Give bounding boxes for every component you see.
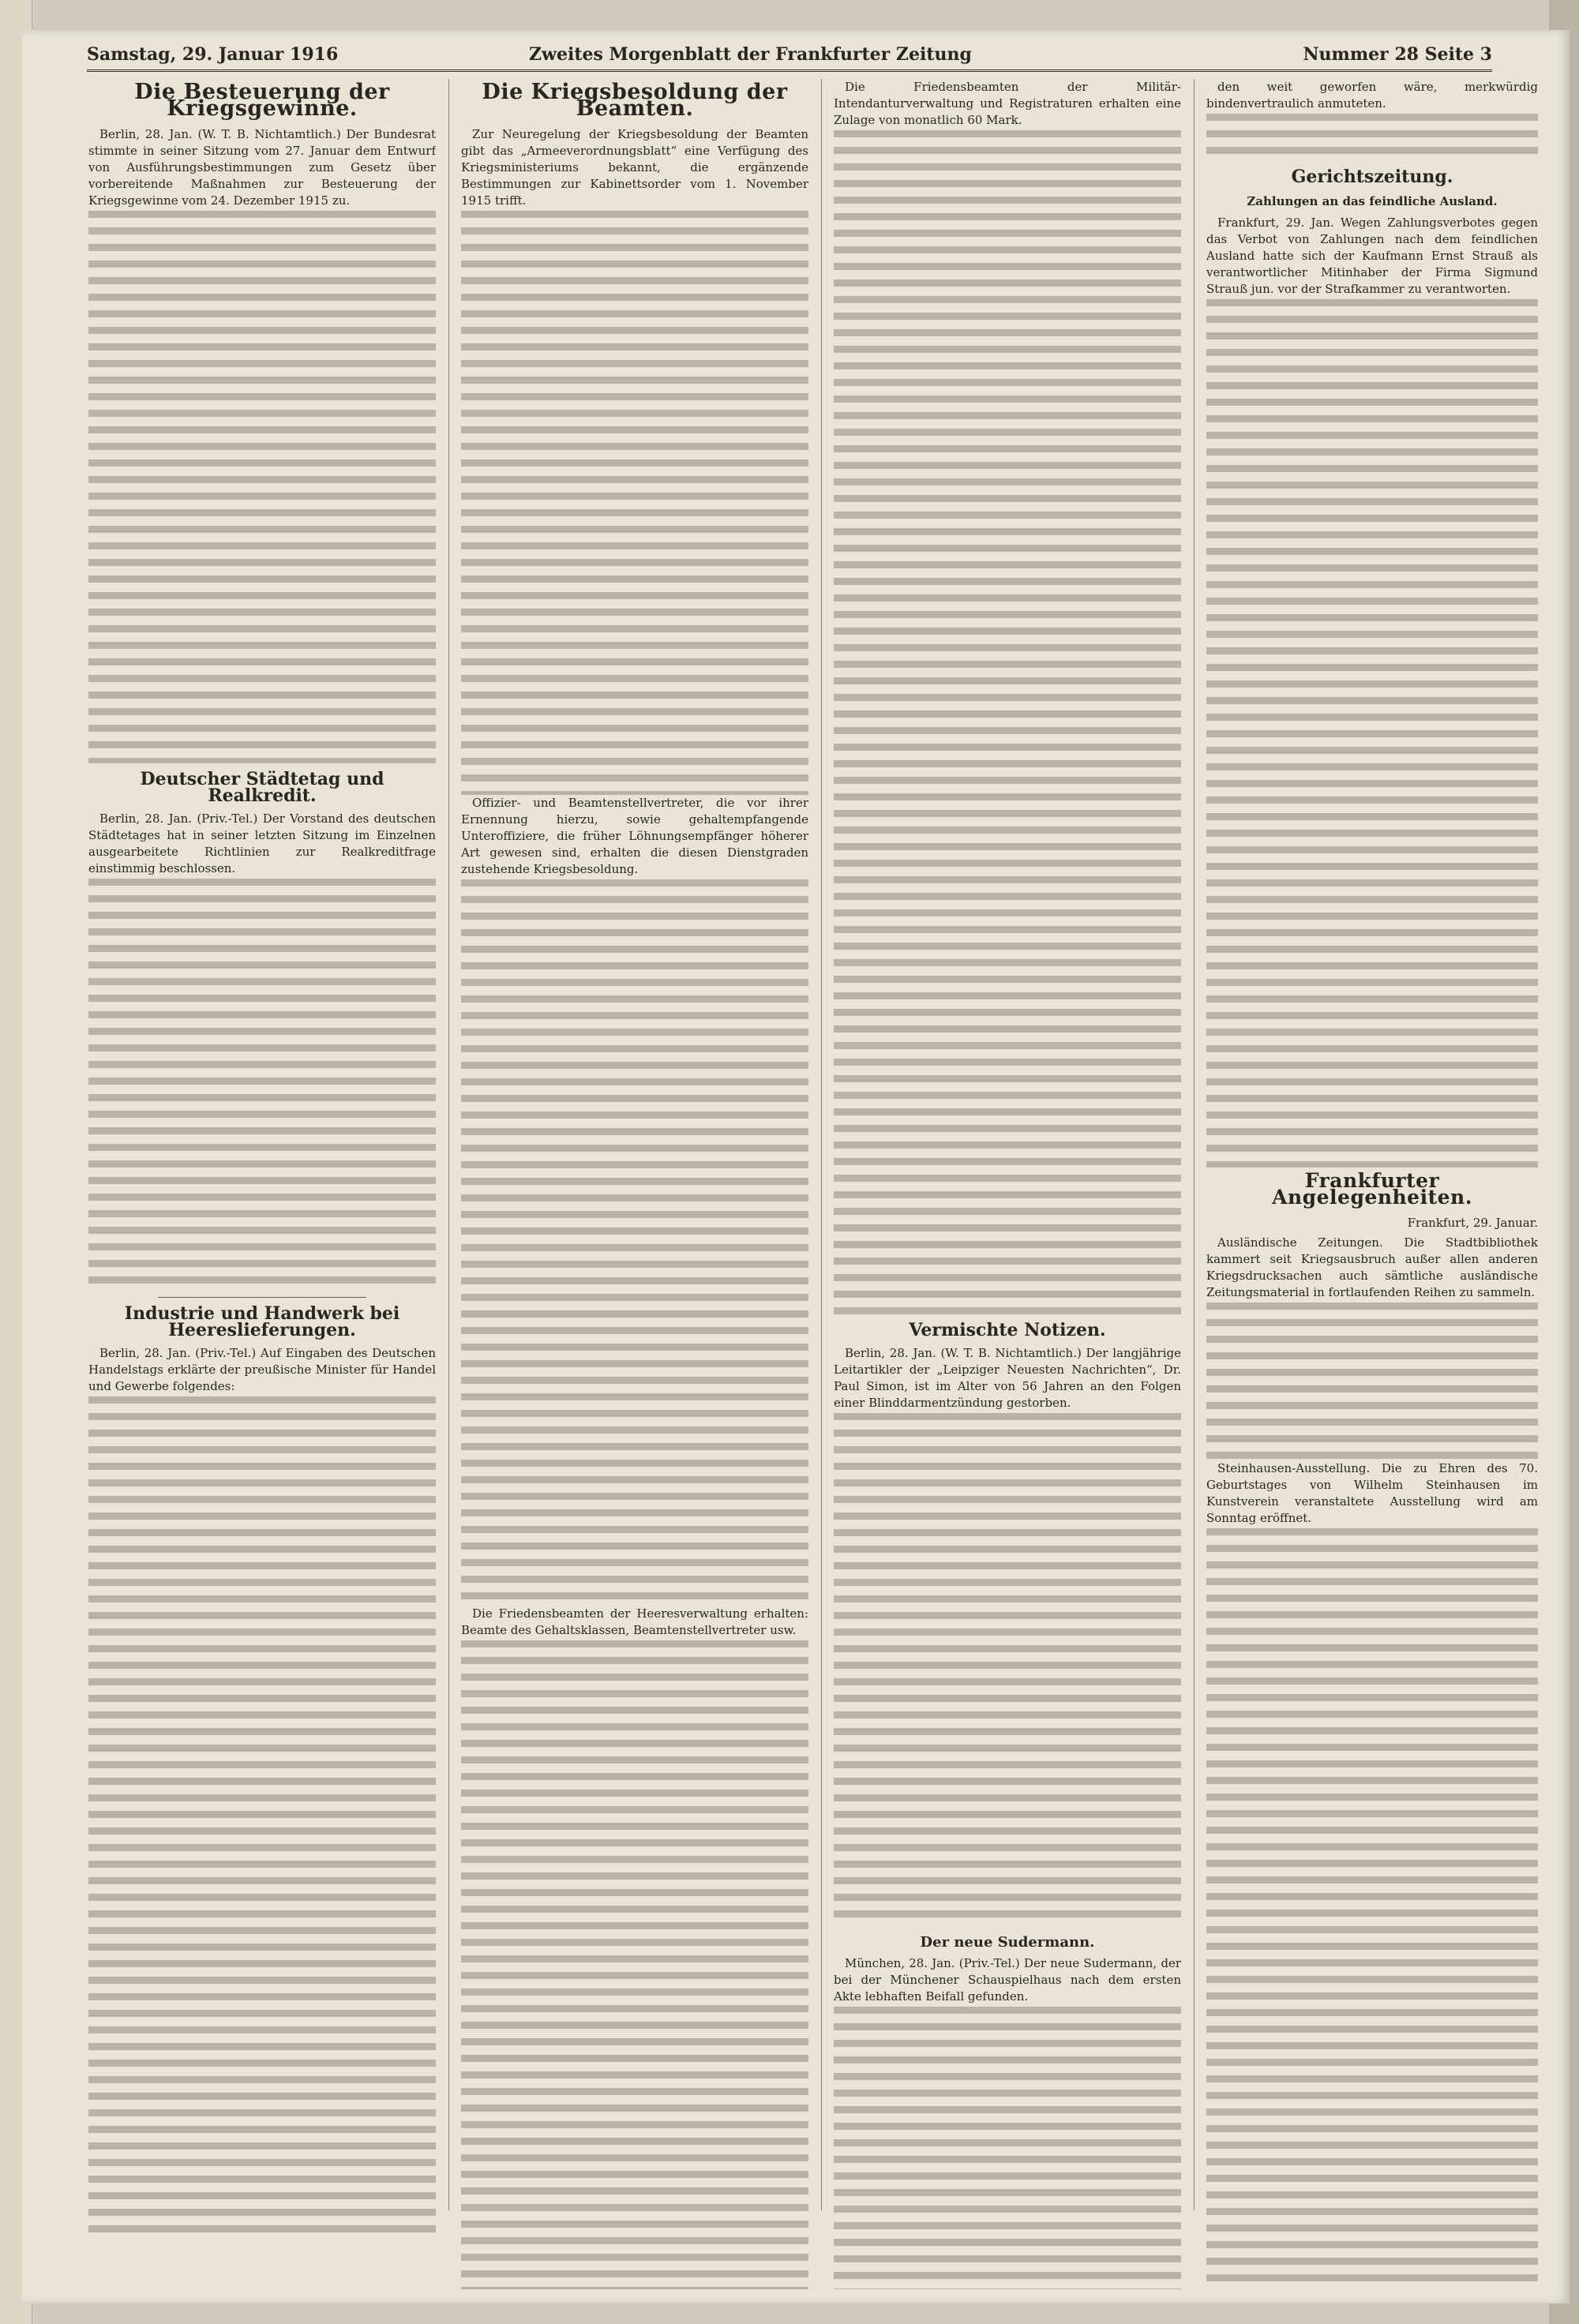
divider xyxy=(158,1297,366,1298)
body-text-lines xyxy=(1206,1528,1538,2289)
article-paragraph: Berlin, 28. Jan. (Priv.-Tel.) Auf Eingaben des Deutschen Handelstags erklärte der preußische Minister für Handel und Gewerbe folgendes: xyxy=(88,1346,436,1393)
body-text-lines xyxy=(1206,1303,1538,1460)
column-rule xyxy=(448,79,449,2210)
body-text-lines xyxy=(88,879,436,1289)
article-headline: Industrie und Handwerk bei Heereslieferungen. xyxy=(124,1303,400,1340)
column-2 xyxy=(461,79,808,2289)
article-paragraph: Offizier- und Beamtenstellvertreter, die vor ihrer Ernennung hierzu, sowie gehaltempfangende Unteroffiziere, die früher Löhnungsempfänger höherer Art gewesen sind, erhalten die diesen Dienstgraden zustehende Kriegsbesoldung. xyxy=(461,796,808,876)
article-paragraph: Berlin, 28. Jan. (W. T. B. Nichtamtlich.) Der langjährige Leitartikler der „Leipziger Neuesten Nachrichten“, Dr. Paul Simon, ist im Alter von 56 Jahren an den Folgen einer Blinddarmentzündung gestorben. xyxy=(834,1346,1181,1410)
article-headline: Der neue Sudermann. xyxy=(920,1934,1095,1951)
article-headline: Die Besteuerung der Kriegsgewinne. xyxy=(134,80,390,121)
body-text-lines xyxy=(461,211,808,795)
body-text-lines xyxy=(461,879,808,1606)
article-headline: Deutscher Städtetag und Realkredit. xyxy=(140,769,384,806)
article-paragraph: Berlin, 28. Jan. (Priv.-Tel.) Der Vorstand des deutschen Städtetages hat in seiner letzten Sitzung im Einzelnen ausgearbeitete Richtlinien zur Realkreditfrage einstimmig beschlossen. xyxy=(88,812,436,875)
article-paragraph: Die Friedensbeamten der Heeresverwaltung erhalten: Beamte des Gehaltsklassen, Beamtenstellvertreter usw. xyxy=(461,1606,808,1637)
column-rule xyxy=(821,79,822,2210)
masthead-date: Samstag, 29. Januar 1916 xyxy=(87,44,339,65)
article-paragraph: Die Friedensbeamten der Militär-Intendanturverwaltung und Registraturen erhalten eine Zulage von monatlich 60 Mark. xyxy=(834,80,1181,127)
article-subheadline: Zahlungen an das feindliche Ausland. xyxy=(1247,194,1498,208)
article-paragraph: den weit geworfen wäre, merkwürdig bindenvertraulich anmuteten. xyxy=(1206,80,1538,111)
article-headline: Vermischte Notizen. xyxy=(909,1320,1106,1340)
column-1 xyxy=(88,79,436,2289)
masthead xyxy=(87,41,1492,72)
body-text-lines xyxy=(88,1396,436,2233)
column-4 xyxy=(1206,79,1538,2289)
article-headline: Gerichtszeitung. xyxy=(1291,167,1453,187)
body-text-lines xyxy=(834,2007,1181,2289)
body-text-lines xyxy=(88,211,436,763)
body-text-lines xyxy=(1206,299,1538,1168)
body-text-lines xyxy=(834,1413,1181,1926)
article-headline: Die Kriegsbesoldung der Beamten. xyxy=(482,80,788,121)
article-paragraph: Frankfurt, 29. Jan. Wegen Zahlungsverbotes gegen das Verbot von Zahlungen nach dem feindlichen Ausland hatte sich der Kaufmann Ernst Strauß als verantwortlicher Mitinhaber der Firma Sigmund Strauß jun. vor der Strafkammer zu verantworten. xyxy=(1206,216,1538,296)
column-rule xyxy=(1194,79,1195,2210)
article-paragraph: Berlin, 28. Jan. (W. T. B. Nichtamtlich.) Der Bundesrat stimmte in seiner Sitzung vom 27. Januar dem Entwurf von Ausführungsbestimmungen zum Gesetz über vorbereitende Maßnahmen zur Besteuerung der Kriegsgewinne vom 24. Dezember 1915 zu. xyxy=(88,127,436,208)
article-paragraph: Steinhausen-Ausstellung. Die zu Ehren des 70. Geburtstages von Wilhelm Steinhausen im Kunstverein veranstaltete Ausstellung wird am Sonntag eröffnet. xyxy=(1206,1461,1538,1525)
body-text-lines xyxy=(461,1640,808,2289)
masthead-title: Zweites Morgenblatt der Frankfurter Zeitung xyxy=(529,44,972,65)
dateline: Frankfurt, 29. Januar. xyxy=(1407,1216,1538,1230)
masthead-page-number: Nummer 28 Seite 3 xyxy=(1303,44,1492,65)
article-headline: Frankfurter Angelegenheiten. xyxy=(1272,1169,1472,1209)
article-paragraph: Ausländische Zeitungen. Die Stadtbibliothek kammert seit Kriegsausbruch außer allen anderen Kriegsdrucksachen auch sämtliche ausländische Zeitungsmaterial in fortlaufenden Reihen zu sammeln. xyxy=(1206,1235,1538,1299)
article-paragraph: München, 28. Jan. (Priv.-Tel.) Der neue Sudermann, der bei der Münchener Schauspielhaus nach dem ersten Akte lebhaften Beifall gefunden. xyxy=(834,1956,1181,2004)
article-paragraph: Zur Neuregelung der Kriegsbesoldung der Beamten gibt das „Armeeverordnungsblatt“ eine Verfügung des Kriegsministeriums bekannt, die ergänzende Bestimmungen zur Kabinettsorder vom 1. November 1915 trifft. xyxy=(461,127,808,208)
body-text-lines xyxy=(834,130,1181,1314)
column-3 xyxy=(834,79,1181,2289)
body-text-lines xyxy=(1206,114,1538,161)
